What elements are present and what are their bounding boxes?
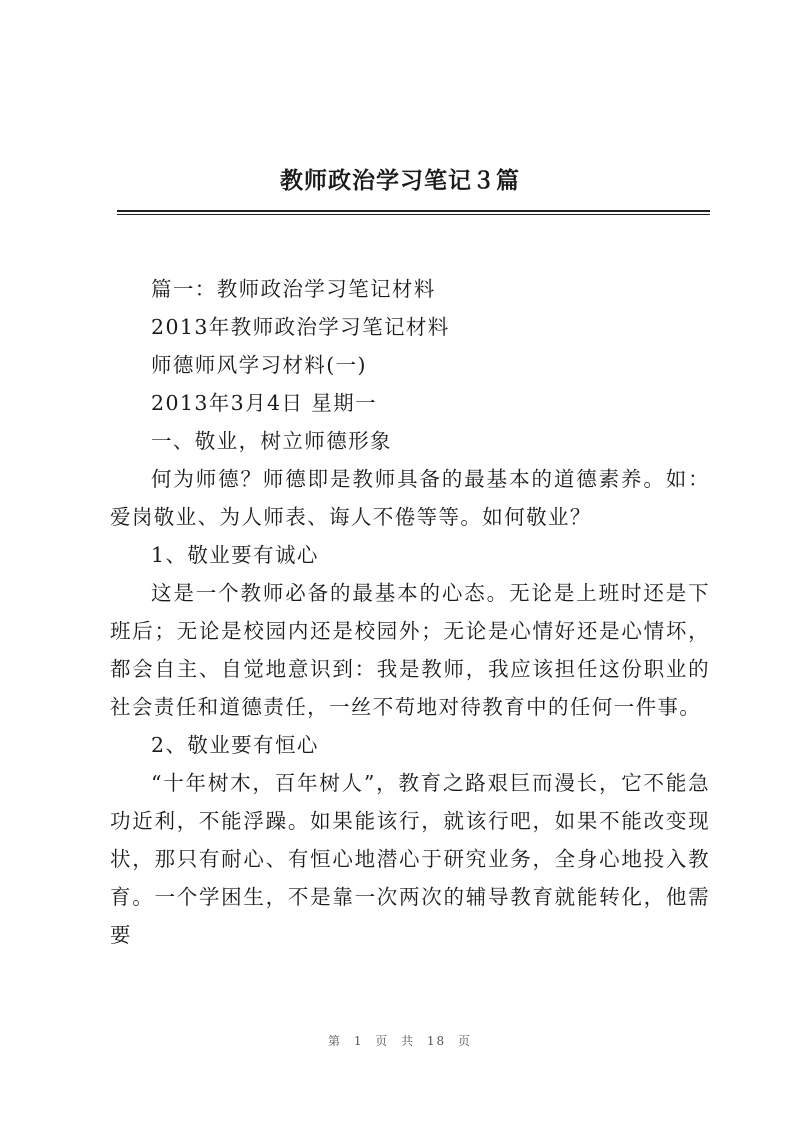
paragraph: 2013年教师政治学习笔记材料 [151, 315, 450, 339]
paragraph: 篇一：教师政治学习笔记材料 [151, 277, 436, 301]
paragraph: 2013年3月4日 星期一 [151, 391, 377, 415]
page-footer: 第 1 页 共 18 页 [328, 1034, 472, 1048]
document-title: 教师政治学习笔记３篇 [280, 167, 520, 194]
title-underline [117, 210, 710, 215]
paragraph: 师德师风学习材料(一) [151, 353, 367, 377]
paragraph: 这是一个教师必备的最基本的心态。无论是上班时还是下班后；无论是校园内还是校园外；无论是心情好还是心情坏，都会自主、自觉地意识到：我是教师，我应该担任这份职业的社会责任和道德责任，一丝不苟地对待教育中的任何一件事。 [110, 581, 710, 719]
paragraph: 何为师德？师德即是教师具备的最基本的道德素养。如：爱岗敬业、为人师表、诲人不倦等等。如何敬业？ [110, 467, 710, 529]
paragraph: 1、敬业要有诚心 [151, 543, 319, 567]
document-body [110, 270, 710, 954]
paragraph: 2、敬业要有恒心 [151, 733, 319, 757]
paragraph: “十年树木，百年树人”，教育之路艰巨而漫长，它不能急功近利，不能浮躁。如果能该行，就该行吧，如果不能改变现状，那只有耐心、有恒心地潜心于研究业务，全身心地投入教育。一个学困生，不是靠一次两次的辅导教育就能转化，他需要 [110, 771, 710, 947]
paragraph: 一、敬业，树立师德形象 [151, 429, 392, 453]
